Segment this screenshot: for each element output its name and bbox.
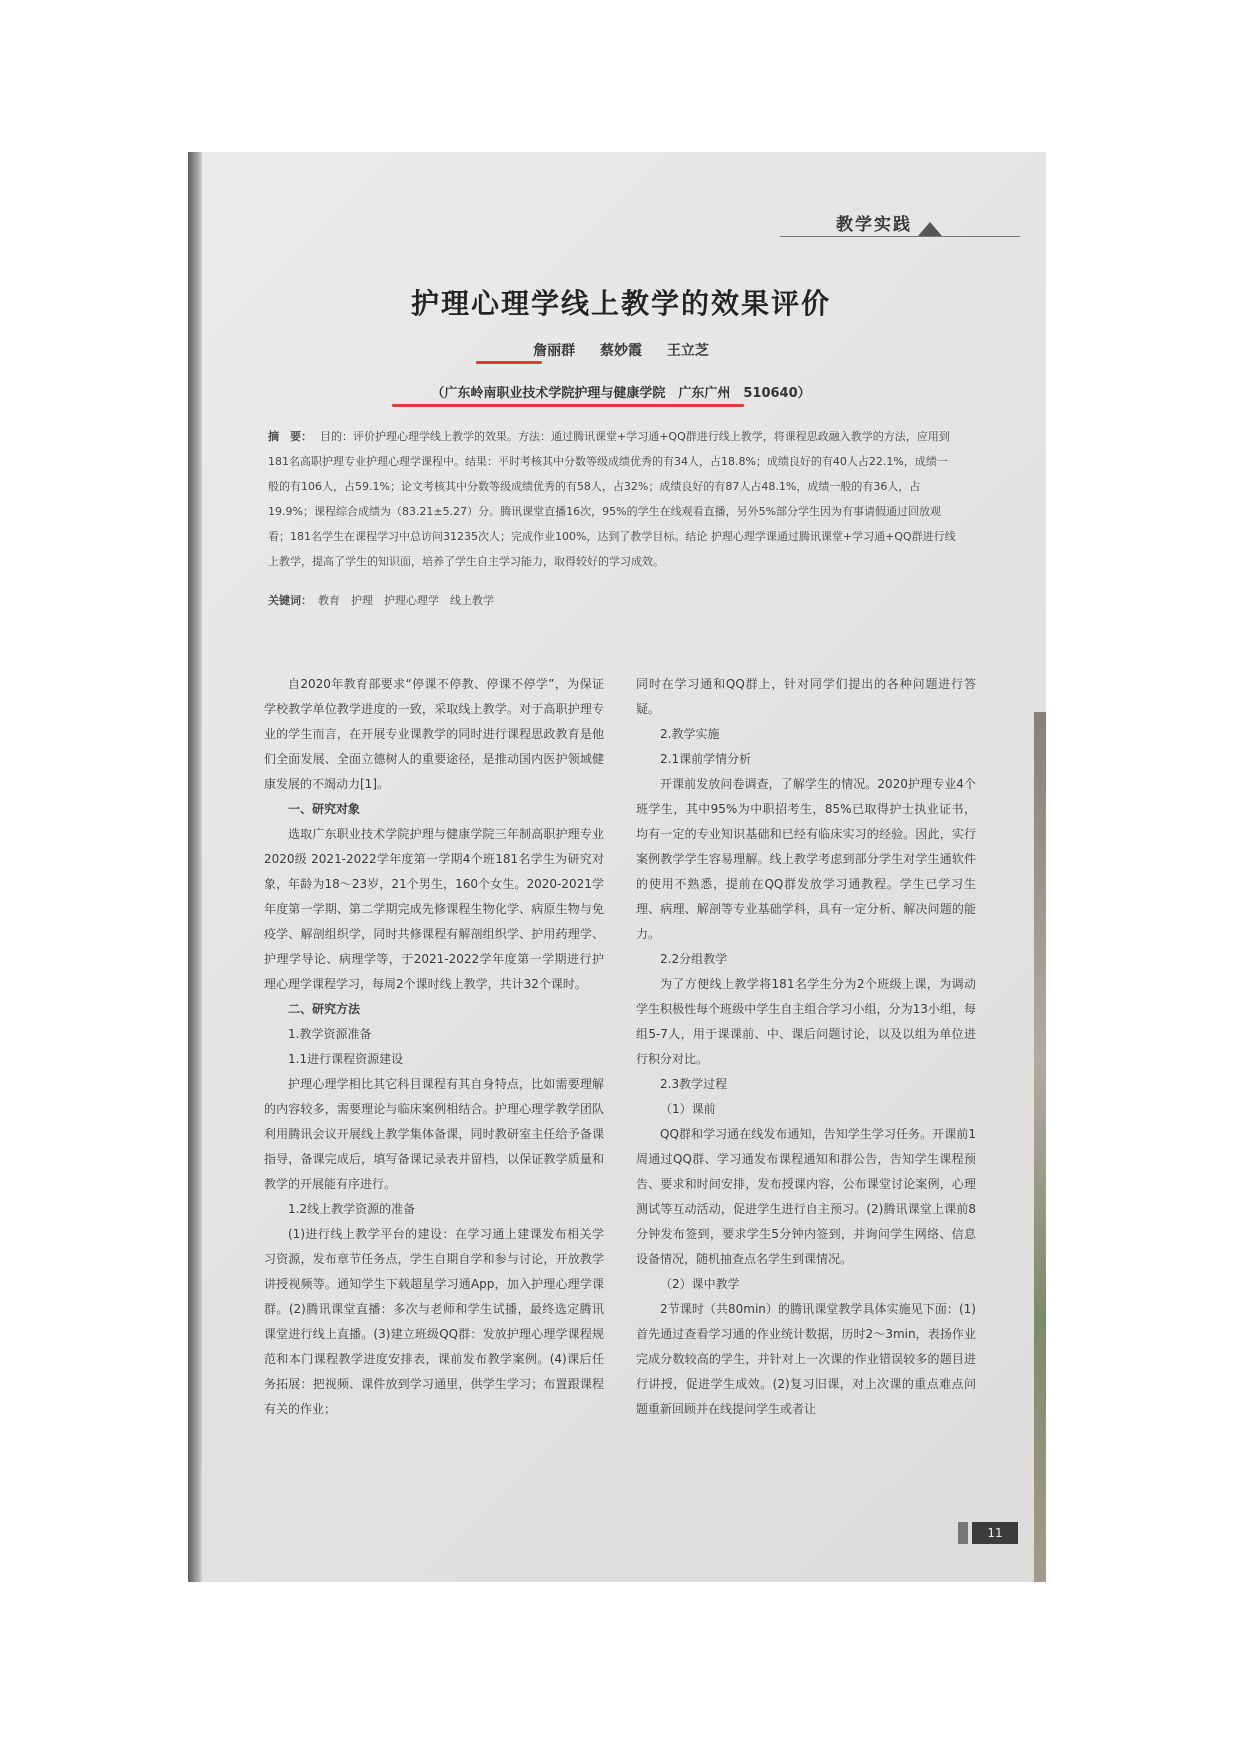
author-highlight-underline [476, 361, 542, 364]
section-heading: 一、研究对象 [288, 802, 361, 816]
abstract-text: 目的：评价护理心理学线上教学的效果。方法：通过腾讯课堂+学习通+QQ群进行线上教学，将课程思政融入教学的方法，应用到181名高职护理专业护理心理学课程中。结果：平时考核其中分数等级成绩优秀的有34人，占18.8%；成绩良好的有40人占22.1%，成绩一般的有106人，占59.1%；论文考核其中分数等级成绩优秀的有58人，占32%；成绩良好的有87人占48.1%，成绩一般的有36人，占19.9%；课程综合成绩为（83.21±5.27）分。腾讯课堂直播16次，95%的学生在线观看直播，另外5%部分学生因为有事请假通过回放观看；181名学生在课程学习中总访问31235次人；完成作业100%，达到了教学目标。结论 护理心理学课通过腾讯课堂+学习通+QQ群进行线上教学，提高了学生的知识面，培养了学生自主学习能力，取得较好的学习成效。 [268, 430, 956, 568]
subsection-heading: 1.1进行课程资源建设 [288, 1052, 404, 1066]
subsection-heading: 2.3教学过程 [660, 1077, 728, 1091]
subsection-heading: 2.2分组教学 [660, 952, 728, 966]
book-binding [188, 152, 202, 1582]
body-paragraph: 2节课时（共80min）的腾讯课堂教学具体实施见下面：(1)首先通过查看学习通的作业统计数据，历时2～3min，表扬作业完成分数较高的学生，并针对上一次课的作业错误较多的题目进行讲授，促进学生成效。(2)复习旧课，对上次课的重点难点问题重新回顾并在线提问学生或者让 [636, 1302, 976, 1416]
affiliation: （广东岭南职业技术学院护理与健康学院 广东广州 510640） [431, 386, 811, 401]
subsection-heading: （1）课前 [660, 1102, 716, 1116]
subsection-heading: （2）课中教学 [660, 1277, 740, 1291]
article-title: 护理心理学线上教学的效果评价 [410, 287, 831, 320]
page-number-bar [958, 1522, 968, 1544]
body-paragraph: QQ群和学习通在线发布通知，告知学生学习任务。开课前1周通过QQ群、学习通发布课程通知和群公告，告知学生课程预告、要求和时间安排，发布授课内容，公布课堂讨论案例，心理测试等互动活动，促进学生进行自主预习。(2)腾讯课堂上课前8分钟发布签到，要求学生5分钟内签到，并询问学生网络、信息设备情况，随机抽查点名学生到课情况。 [636, 1127, 976, 1266]
abstract [268, 424, 958, 574]
section-tag: 教学实践 [836, 215, 912, 235]
body-right-column [636, 672, 976, 1422]
body-paragraph: 护理心理学相比其它科目课程有其自身特点，比如需要理解的内容较多，需要理论与临床案例相结合。护理心理学教学团队利用腾讯会议开展线上教学集体备课，同时教研室主任给予备课指导，备课完成后，填写备课记录表并留档，以保证教学质量和教学的开展能有序进行。 [264, 1077, 604, 1191]
body-left-column [264, 672, 604, 1422]
section-tag-rule [780, 236, 1020, 237]
author-name: 詹丽群 [533, 343, 576, 359]
affiliation-highlight-underline [392, 404, 744, 407]
body-paragraph: 开课前发放问卷调查，了解学生的情况。2020护理专业4个班学生，其中95%为中职招考生，85%已取得护士执业证书，均有一定的专业知识基础和已经有临床实习的经验。因此，实行案例教学学生容易理解。线上教学考虑到部分学生对学生通软件的使用不熟悉，提前在QQ群发放学习通教程。学生已学习生理、病理、解剖等专业基础学科，具有一定分析、解决问题的能力。 [636, 777, 976, 941]
author-list [212, 340, 1030, 360]
photo-frame [188, 152, 1046, 1582]
subsection-heading: 1.2线上教学资源的准备 [288, 1202, 416, 1216]
author-name: 蔡妙霞 [600, 343, 642, 359]
keywords [268, 592, 958, 608]
subsection-heading: 2.教学实施 [660, 727, 720, 741]
page-number: 11 [972, 1522, 1018, 1544]
section-heading: 二、研究方法 [288, 1002, 361, 1016]
triangle-icon [918, 222, 942, 236]
body-paragraph: (1)进行线上教学平台的建设：在学习通上建课发布相关学习资源，发布章节任务点，学生自期自学和参与讨论，开放教学讲授视频等。通知学生下载超星学习通App，加入护理心理学课群。(2)腾讯课堂直播：多次与老师和学生试播，最终选定腾讯课堂进行线上直播。(3)建立班级QQ群：发放护理心理学课程规范和本门课程教学进度安排表，课前发布教学案例。(4)课后任务拓展：把视频、课件放到学习通里，供学生学习；布置跟课程有关的作业； [264, 1227, 604, 1416]
body-paragraph: 自2020年教育部要求“停课不停教、停课不停学”，为保证学校教学单位教学进度的一致，采取线上教学。对于高职护理专业的学生而言，在开展专业课教学的同时进行课程思政教育是他们全面发展、全面立德树人的重要途径，是推动国内医护领域健康发展的不竭动力[1]。 [264, 677, 604, 791]
subsection-heading: 1.教学资源准备 [288, 1027, 372, 1041]
keywords-text: 教育 护理 护理心理学 线上教学 [318, 594, 494, 607]
subsection-heading: 2.1课前学情分析 [660, 752, 752, 766]
author-name: 王立芝 [666, 343, 709, 359]
body-paragraph: 选取广东职业技术学院护理与健康学院三年制高职护理专业2020级 2021-2022学年度第一学期4个班181名学生为研究对象，年龄为18～23岁，21个男生，160个女生。2020-2021学年度第一学期、第二学期完成先修课程生物化学、病原生物与免疫学、解剖组织学，同时共修课程有解剖组织学、护用药理学、护理学导论、病理学等，于2021-2022学年度第一学期进行护理心理学课程学习，每周2个课时线上教学，共计32个课时。 [264, 827, 604, 991]
body-paragraph: 同时在学习通和QQ群上，针对同学们提出的各种问题进行答疑。 [636, 677, 976, 716]
body-paragraph: 为了方便线上教学将181名学生分为2个班级上课，为调动学生积极性每个班级中学生自主组合学习小组，分为13小组，每组5-7人，用于课课前、中、课后问题讨论，以及以组为单位进行积分对比。 [636, 977, 976, 1066]
abstract-label: 摘 要： [268, 430, 312, 443]
journal-page [212, 152, 1030, 1582]
keywords-label: 关键词： [268, 594, 312, 607]
background-edge [1034, 712, 1046, 1582]
